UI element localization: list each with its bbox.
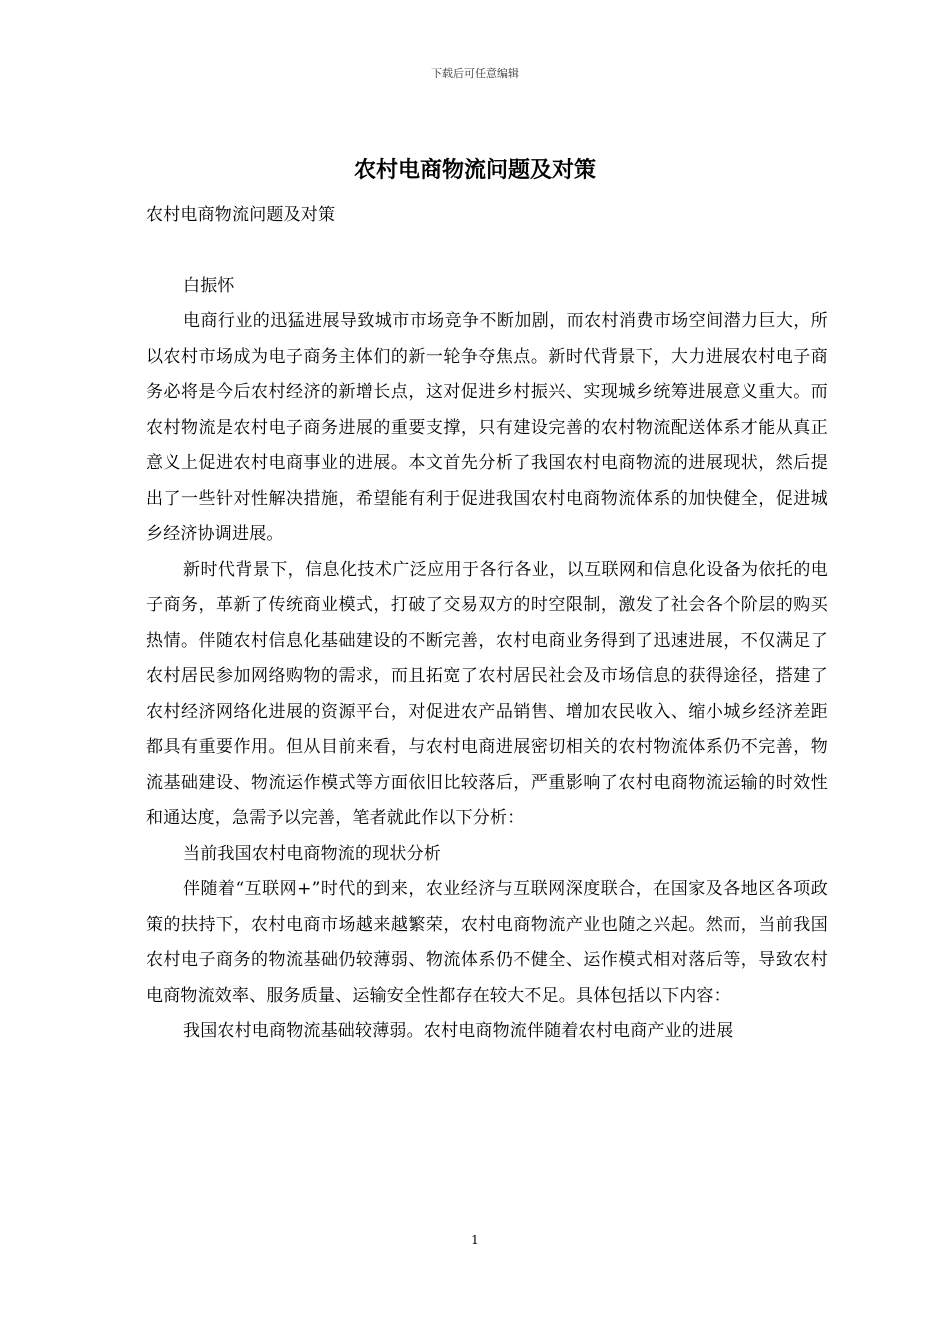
paragraph-logistics-basis: 我国农村电商物流基础较薄弱。农村电商物流伴随着农村电商产业的进展 <box>183 1021 734 1041</box>
page-number: 1 <box>471 1233 479 1247</box>
document-body <box>146 198 828 1050</box>
document-title: 农村电商物流问题及对策 <box>353 157 596 183</box>
paragraph-status: 伴随着“互联网+”时代的到来，农业经济与互联网深度联合，在国家及各地区各项政策的扶持下，农村电商市场越来越繁荣，农村电商物流产业也随之兴起。然而，当前我国农村电子商务的物流基础仍较薄弱、物流体系仍不健全、运作模式相对落后等，导致农村电商物流效率、服务质量、运输安全性都存在较大不足。具体包括以下内容： <box>146 879 828 1006</box>
page-header-note: 下载后可任意编辑 <box>431 67 519 80</box>
author-name: 白振怀 <box>183 275 235 296</box>
section-heading: 当前我国农村电商物流的现状分析 <box>183 843 441 864</box>
paragraph-abstract: 电商行业的迅猛进展导致城市市场竞争不断加剧，而农村消费市场空间潜力巨大，所以农村市场成为电子商务主体们的新一轮争夺焦点。新时代背景下，大力进展农村电子商务必将是今后农村经济的新增长点，这对促进乡村振兴、实现城乡统筹进展意义重大。而农村物流是农村电子商务进展的重要支撑，只有建设完善的农村物流配送体系才能从真正意义上促进农村电商事业的进展。本文首先分析了我国农村电商物流的进展现状，然后提出了一些针对性解决措施，希望能有利于促进我国农村电商物流体系的加快健全，促进城乡经济协调进展。 <box>146 311 828 544</box>
document-subtitle: 农村电商物流问题及对策 <box>146 205 336 225</box>
paragraph-background: 新时代背景下，信息化技术广泛应用于各行各业，以互联网和信息化设备为依托的电子商务，革新了传统商业模式，打破了交易双方的时空限制，激发了社会各个阶层的购买热情。伴随农村信息化基础建设的不断完善，农村电商业务得到了迅速进展，不仅满足了农村居民参加网络购物的需求，而且拓宽了农村居民社会及市场信息的获得途径，搭建了农村经济网络化进展的资源平台，对促进农产品销售、增加农民收入、缩小城乡经济差距都具有重要作用。但从目前来看，与农村电商进展密切相关的农村物流体系仍不完善，物流基础建设、物流运作模式等方面依旧比较落后，严重影响了农村电商物流运输的时效性和通达度，急需予以完善，笔者就此作以下分析： <box>146 559 828 828</box>
